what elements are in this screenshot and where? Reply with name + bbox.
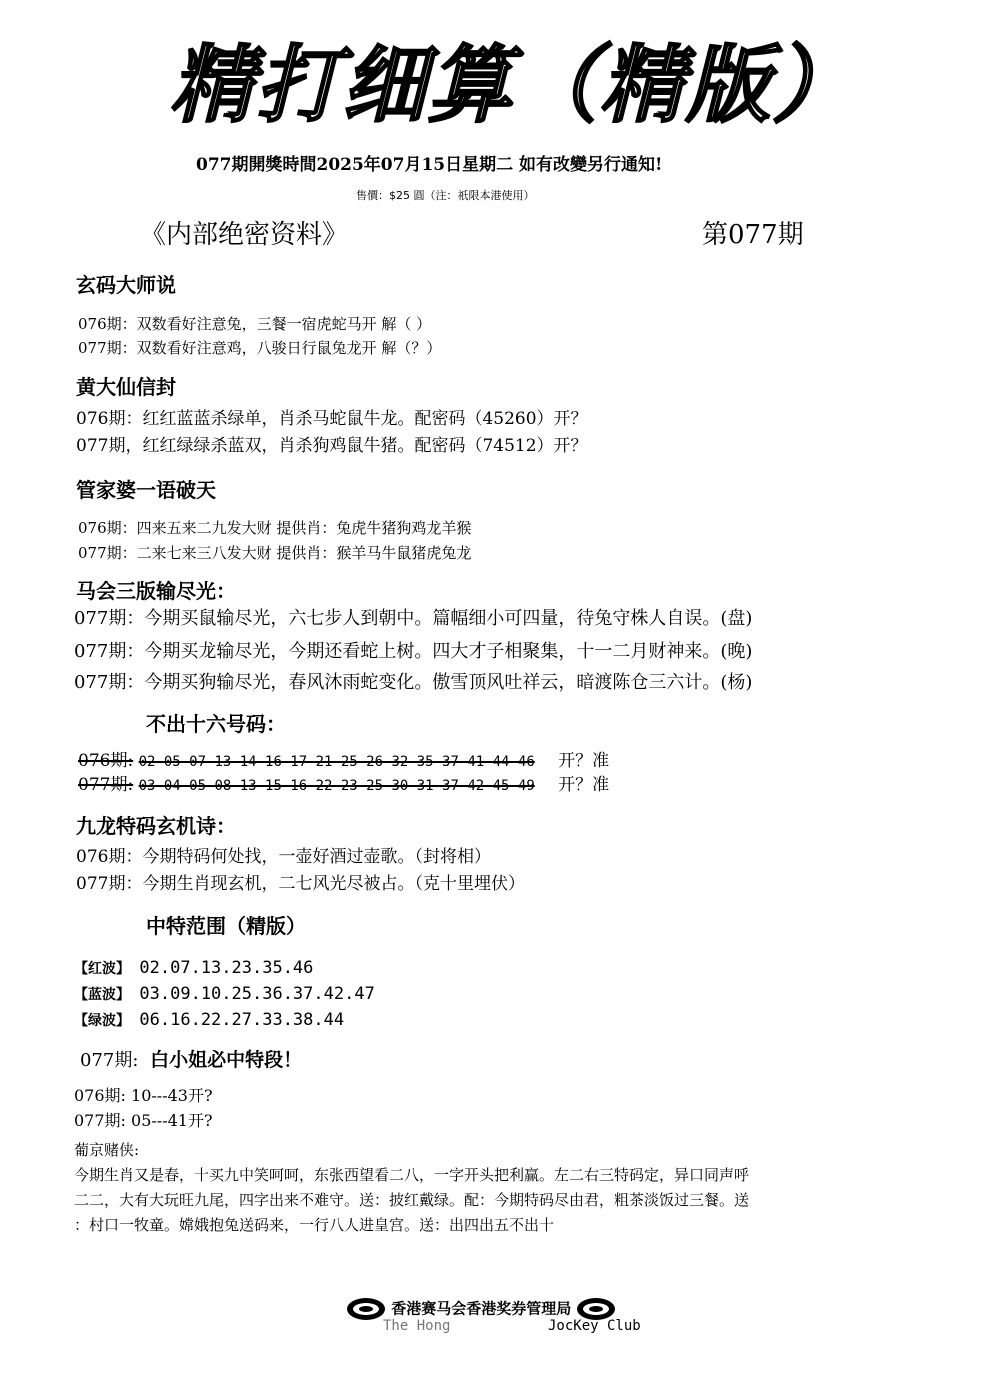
issue-number: 第077期 [702,220,804,250]
sec2-heading: 黄大仙信封 [76,375,176,399]
sec8-heading: 白小姐必中特段！ [150,1049,303,1071]
doc-label: 《内部绝密资料》 [140,220,349,250]
sec4-heading: 马会三版输尽光： [76,579,236,603]
sec5-row-tail: 开？准 [558,751,610,771]
sec9-line: 今期生肖又是春，十买九中笑呵呵，东张西望看二八，一字开头把利赢。左二右三特码定，异口同声呼 [74,1166,750,1184]
footer-org: 香港赛马会香港奖券管理局 [391,1299,572,1318]
sec6-line: 076期：今期特码何处找，一壶好酒过壶歌。（封将相） [76,847,491,867]
sec9-heading: 葡京赌侠: [74,1141,140,1159]
sec9-line: 二二，大有大玩旺九尾，四字出来不难守。送：披红戴绿。配：今期特码尽由君，粗茶淡饭过三餐。送 [74,1191,750,1209]
sec3-line: 077期：二来七来三八发大财 提供肖：猴羊马牛鼠猪虎兔龙 [78,544,472,562]
sec5-row-label: 077期: [78,775,134,795]
sec5-heading: 不出十六号码： [146,712,286,736]
sec3-heading: 管家婆一语破天 [76,478,216,502]
sec3-line: 076期：四来五来二九发大财 提供肖：兔虎牛猪狗鸡龙羊猴 [78,519,472,537]
sec7-row [74,983,375,1006]
sec7-row [74,1009,344,1032]
wave-label-green: 【绿波】 [74,1013,130,1029]
sec2-line: 076期：红红蓝蓝杀绿单，肖杀马蛇鼠牛龙。配密码（45260）开？ [76,409,588,429]
wave-label-blue: 【蓝波】 [74,987,130,1003]
jockey-club-logo-icon [346,1297,386,1321]
sec1-line: 076期：双数看好注意兔，三餐一宿虎蛇马开 解（ ） [78,315,432,333]
sec8-heading-row [80,1045,302,1072]
price-line: 售價：$25 圓（注：祇限本港使用） [356,189,535,202]
sec6-line: 077期：今期生肖现玄机，二七风光尽被占。（克十里埋伏） [76,874,525,894]
title-text: 精打细算（精版） [170,35,859,134]
wave-numbers: 03.09.10.25.36.37.42.47 [139,984,375,1004]
sec1-heading: 玄码大师说 [76,273,176,297]
sec7-row [74,957,313,980]
sec8-line: 077期: 05---41开? [74,1111,213,1130]
sec1-line: 077期：双数看好注意鸡，八骏日行鼠兔龙开 解（？） [78,339,442,357]
wave-numbers: 02.07.13.23.35.46 [139,958,314,978]
sec8-prefix: 077期: [80,1050,139,1071]
sec4-line: 077期：今期买龙输尽光，今期还看蛇上树。四大才子相聚集，十一二月财神来。(晚) [74,641,753,662]
sec8-line: 076期: 10---43开? [74,1086,213,1105]
sec5-row-label: 076期: [78,751,134,771]
footer-en-right: JocKey Club [548,1318,641,1334]
page-title [170,30,859,140]
sec5-row-tail: 开？准 [558,775,610,795]
sec4-line: 077期：今期买狗输尽光，春风沐雨蛇变化。傲雪顶风吐祥云，暗渡陈仓三六计。(杨) [74,672,753,693]
sec5-row [78,774,609,797]
wave-label-red: 【红波】 [74,961,130,977]
footer-en-left: The Hong [383,1318,451,1334]
sec5-row [78,750,609,773]
sec5-row-numbers: 03 04 05 08 13 15 16 22 23 25 30 31 37 42 45 49 [138,778,535,794]
sec2-line: 077期，红红绿绿杀蓝双，肖杀狗鸡鼠牛猪。配密码（74512）开？ [76,436,588,456]
sec5-row-numbers: 02 05 07 13 14 16 17 21 25 26 32 35 37 41 44 46 [138,754,535,770]
sec9-line: ：村口一牧童。嫦娥抱兔送码来，一行八人进皇宫。送：出四出五不出十 [74,1216,555,1234]
sec6-heading: 九龙特码玄机诗： [76,814,236,838]
wave-numbers: 06.16.22.27.33.38.44 [139,1010,345,1030]
sec7-heading: 中特范围（精版） [146,914,306,938]
sec4-line: 077期：今期买鼠输尽光，六七步人到朝中。篇幅细小可四量，待兔守株人自误。(盘) [74,608,753,629]
draw-notice: 077期開獎時間2025年07月15日星期二 如有改變另行通知! [196,155,663,175]
